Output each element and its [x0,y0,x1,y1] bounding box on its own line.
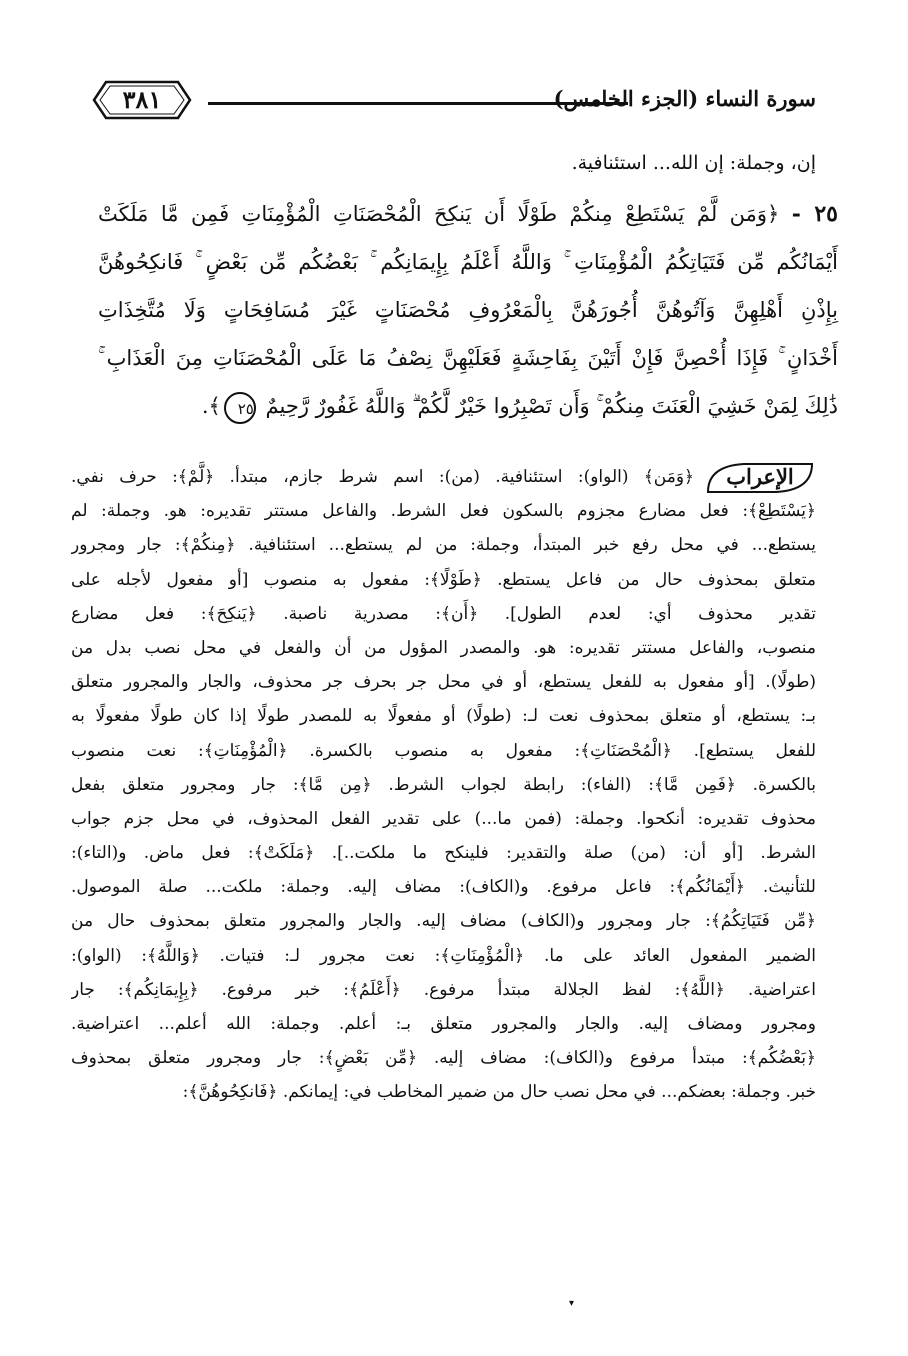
verse-line-4: أَخْدَانٍ ۚ فَإِذَا أُحْصِنَّ فَإِنْ أَتَيْنَ بِفَاحِشَةٍ فَعَلَيْهِنَّ نِصْفُ مَا عَلَى الْمُحْصَنَاتِ مِنَ الْعَذَابِ ۚ [98,346,838,370]
running-title: سورة النساء (الجزء الخامس) [553,86,816,111]
verse-block [98,190,838,430]
irab-line: متعلق بمحذوف حال من فاعل يستطع. ﴿طَوْلًا﴾: مفعول به منصوب [أو مفعول لأجله على [71,569,816,590]
verse-line-3: بِإِذْنِ أَهْلِهِنَّ وَآتُوهُنَّ أُجُورَهُنَّ بِالْمَعْرُوفِ مُحْصَنَاتٍ غَيْرَ مُسَافِحَاتٍ وَلَا مُتَّخِذَاتِ [98,298,838,322]
page-header [92,78,816,124]
page-number-badge [92,78,192,122]
page-number: ٣٨١ [122,85,162,114]
irab-line: بالكسرة. ﴿فَمِن مَّا﴾: (الفاء): رابطة لجواب الشرط. ﴿مِن مَّا﴾: جار ومجرور متعلق بفعل [71,774,816,795]
intro-line: إن، وجملة: إن الله... استئنافية. [571,152,816,174]
irab-label-badge [704,460,816,496]
irab-line: تقدير محذوف أي: لعدم الطول]. ﴿أَن﴾: مصدرية ناصبة. ﴿يَنكِحَ﴾: فعل مضارع [71,603,816,624]
irab-line: ﴿يَسْتَطِعْ﴾: فعل مضارع مجزوم بالسكون فعل الشرط. والفاعل مستتر تقديره: هو. وجملة: لم [71,501,816,522]
irab-line: للفعل يستطع]. ﴿الْمُحْصَنَاتِ﴾: مفعول به منصوب بالكسرة. ﴿الْمُؤْمِنَاتِ﴾: نعت منصوب [71,740,816,761]
irab-line: للتأنيث. ﴿أَيْمَانُكُم﴾: فاعل مرفوع. و(الكاف): مضاف إليه. وجملة: ملكت... صلة الموصول. [71,877,816,898]
irab-line: يستطع... في محل رفع خبر المبتدأ، وجملة: من لم يستطع... استئنافية. ﴿مِنكُمْ﴾: جار ومجرور [71,535,816,556]
irab-line: خبر. وجملة: بعضكم... في محل نصب حال من ضمير المخاطب في: إيمانكم. ﴿فَانكِحُوهُنَّ﴾: [182,1082,816,1103]
verse-line-5 [98,382,838,430]
irab-line: ومجرور ومضاف إليه. والجار والمجرور متعلق بـ: أعلم. وجملة: الله أعلم... اعتراضية. [71,1014,816,1034]
irab-label: الإعراب [726,464,794,489]
irab-line: منصوب، والفاعل مستتر تقديره: هو. والمصدر المؤول من أن والفعل في محل نصب بدل من [71,637,816,658]
irab-line: الضمير المفعول العائد على ما. ﴿الْمُؤْمِنَاتِ﴾: نعت مجرور لـ: فتيات. ﴿وَاللَّهُ﴾: (الواو): [71,945,816,966]
irab-line: ﴿بَعْضُكُم﴾: مبتدأ مرفوع و(الكاف): مضاف إليه. ﴿مِّن بَعْضٍ﴾: جار ومجرور متعلق بمحذوف [71,1048,816,1069]
irab-line: ﴿مِّن فَتَيَاتِكُمُ﴾: جار ومجرور و(الكاف) مضاف إليه. والجار والمجرور متعلق بمحذوف حال من [71,911,816,932]
footer-dot-mark: ▾ [569,1298,575,1309]
verse-line-2: أَيْمَانُكُم مِّن فَتَيَاتِكُمُ الْمُؤْمِنَاتِ ۚ وَاللَّهُ أَعْلَمُ بِإِيمَانِكُم ۚ بَعْضُكُم مِّن بَعْضٍ ۚ فَانكِحُوهُنَّ [98,250,838,274]
ayah-end-marker: ٢٥ [224,392,256,424]
verse-text: ذَٰلِكَ لِمَنْ خَشِيَ الْعَنَتَ مِنكُمْ ۚ وَأَن تَصْبِرُوا خَيْرٌ لَّكُمْ ۗ وَاللَّهُ غَفُورٌ رَّحِيمٌ [265,394,838,418]
verse-end: ﴾. [201,394,221,418]
irab-line: بـ: يستطع، أو متعلق بمحذوف نعت لـ: (طولًا) أو مفعولًا به للمصدر طولًا إذا كان طولًا مفعولًا به [71,706,816,727]
verse-number: ٢٥ - [791,201,838,227]
verse-text: ﴿وَمَن لَّمْ يَسْتَطِعْ مِنكُمْ طَوْلًا أَن يَنكِحَ الْمُحْصَنَاتِ الْمُؤْمِنَاتِ فَمِن مَّا مَلَكَتْ [98,202,780,226]
verse-line-1 [98,190,838,238]
irab-line: اعتراضية. ﴿اللَّهُ﴾: لفظ الجلالة مبتدأ مرفوع. ﴿أَعْلَمُ﴾: خبر مرفوع. ﴿بِإِيمَانِكُم﴾: جار [71,979,816,1000]
irab-line: ﴿وَمَن﴾ (الواو): استئنافية. (من): اسم شرط جازم، مبتدأ. ﴿لَّمْ﴾: حرف نفي. [71,467,694,487]
irab-line: محذوف تقديره: أنكحوا. وجملة: (فمن ما...) على تقدير الفعل المحذوف، في محل جزم جواب [71,808,816,829]
irab-line: (طولًا). [أو مفعول به للفعل يستطع، أو في محل جر بحرف جر محذوف، والجار والمجرور متعلق [71,672,816,693]
irab-line: الشرط. [أو أن: (من) صلة والتقدير: فلينكح ما ملكت..]. ﴿مَلَكَتْ﴾: فعل ماض. و(التاء): [71,843,816,864]
irab-section [71,460,816,1110]
